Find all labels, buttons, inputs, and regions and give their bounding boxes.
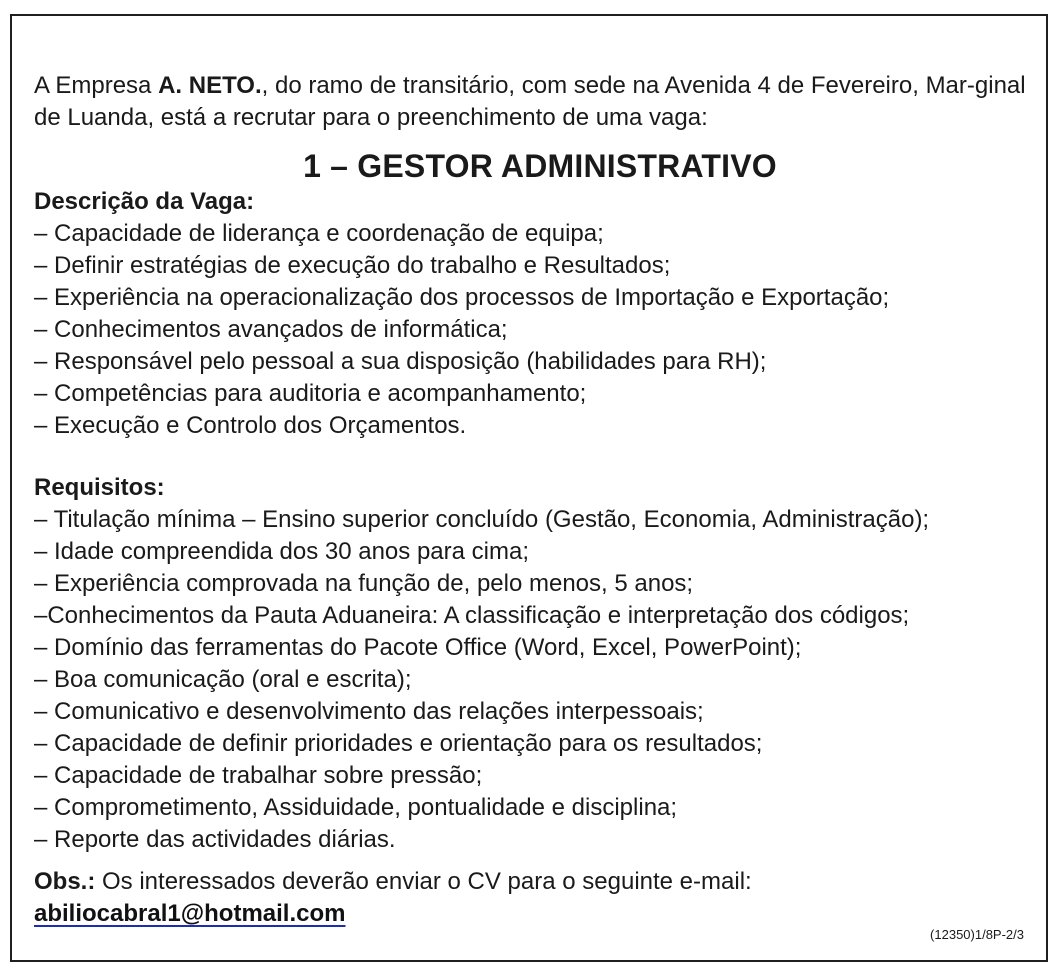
job-title: 1 – GESTOR ADMINISTRATIVO xyxy=(303,148,777,184)
requirements-list xyxy=(34,504,1046,856)
requirement-item: – Experiência comprovada na função de, pelo menos, 5 anos; xyxy=(34,570,694,597)
obs-text: Os interessados deverão enviar o CV para o seguinte e-mail: xyxy=(95,868,752,895)
requirement-item: – Comunicativo e desenvolvimento das relações interpessoais; xyxy=(34,698,704,725)
description-item: – Execução e Controlo dos Orçamentos. xyxy=(34,412,467,439)
obs-paragraph xyxy=(34,866,1046,898)
requirement-item: –Conhecimentos da Pauta Aduaneira: A classificação e interpretação dos códigos; xyxy=(34,602,910,629)
obs-label: Obs.: xyxy=(34,868,96,895)
intro-text-before: A Empresa xyxy=(34,72,159,99)
description-item: – Competências para auditoria e acompanhamento; xyxy=(34,380,587,407)
ad-frame xyxy=(10,14,1048,962)
requirement-item: – Idade compreendida dos 30 anos para cima; xyxy=(34,538,529,565)
intro-paragraph xyxy=(34,70,1046,134)
description-item: – Experiência na operacionalização dos processos de Importação e Exportação; xyxy=(34,284,890,311)
description-heading: Descrição da Vaga: xyxy=(34,188,255,215)
intro-text-after: , do ramo de transitário, com sede na Avenida 4 de Fevereiro, Mar-ginal de Luanda, está a recrutar para o preenchimento de uma vaga: xyxy=(34,72,1026,131)
requirement-item: – Comprometimento, Assiduidade, pontualidade e disciplina; xyxy=(34,794,678,821)
description-item: – Conhecimentos avançados de informática; xyxy=(34,316,508,343)
requirement-item: – Reporte das actividades diárias. xyxy=(34,826,396,853)
company-name: A. NETO. xyxy=(158,72,262,99)
description-item: – Responsável pelo pessoal a sua disposição (habilidades para RH); xyxy=(34,348,767,375)
requirement-item: – Capacidade de trabalhar sobre pressão; xyxy=(34,762,483,789)
requirement-item: – Titulação mínima – Ensino superior concluído (Gestão, Economia, Administração); xyxy=(34,506,930,533)
requirements-heading: Requisitos: xyxy=(34,474,165,501)
requirement-item: – Boa comunicação (oral e escrita); xyxy=(34,666,412,693)
requirement-item: – Capacidade de definir prioridades e orientação para os resultados; xyxy=(34,730,763,757)
email-link[interactable]: abiliocabral1@hotmail.com xyxy=(34,900,346,927)
description-list xyxy=(34,218,1046,442)
reference-code: (12350)1/8P-2/3 xyxy=(930,927,1024,942)
description-item: – Definir estratégias de execução do trabalho e Resultados; xyxy=(34,252,671,279)
description-item: – Capacidade de liderança e coordenação de equipa; xyxy=(34,220,604,247)
requirement-item: – Domínio das ferramentas do Pacote Office (Word, Excel, PowerPoint); xyxy=(34,634,802,661)
ad-content xyxy=(34,70,1046,930)
